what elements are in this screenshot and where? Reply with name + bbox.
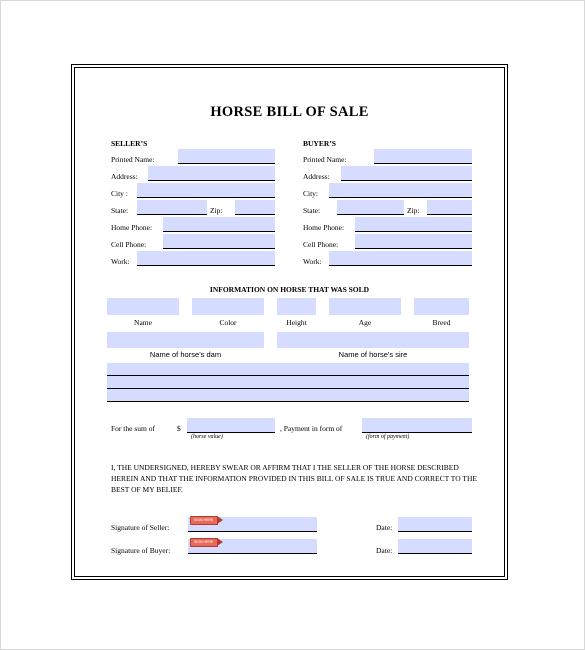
affirmation-text: I, THE UNDERSIGNED, HEREBY SWEAR OR AFFIRM THAT I THE SELLER OF THE HORSE DESCRIBED HEREIN AND THAT THE INFORMATION PROVIDED IN THIS BILL OF SALE IS TRUE AND CORRECT TO THE BEST OF MY BELIEF. (111, 463, 477, 494)
buyer-cell-phone-field[interactable] (355, 234, 472, 249)
seller-address-field[interactable] (148, 166, 275, 181)
seller-printed-name-field[interactable] (178, 149, 275, 164)
seller-work-field[interactable] (137, 251, 275, 266)
buyer-work-label: Work: (303, 257, 322, 266)
buyer-zip-field[interactable] (427, 200, 472, 215)
sign-here-tag-buyer: SIGN HERE (190, 538, 218, 547)
buyer-heading: BUYER’S (303, 139, 336, 148)
horse-name-caption: Name (134, 318, 152, 327)
seller-address-label: Address: (111, 172, 138, 181)
buyer-signature-label: Signature of Buyer: (111, 546, 171, 555)
payment-form-label: , Payment in form of (280, 424, 343, 433)
horse-sire-caption: Name of horse’s sire (338, 350, 408, 359)
horse-color-field[interactable] (192, 298, 264, 315)
buyer-work-field[interactable] (329, 251, 472, 266)
buyer-address-label: Address: (303, 172, 330, 181)
horse-color-caption: Color (219, 318, 237, 327)
seller-date-field[interactable] (398, 517, 472, 532)
seller-signature-label: Signature of Seller: (111, 523, 170, 532)
sign-here-tag-seller: SIGN HERE (190, 516, 218, 525)
buyer-printed-name-field[interactable] (374, 149, 472, 164)
seller-zip-label: Zip: (210, 206, 223, 215)
buyer-state-label: State: (303, 206, 321, 215)
buyer-date-field[interactable] (398, 539, 472, 554)
seller-work-label: Work: (111, 257, 130, 266)
horse-value-field[interactable] (187, 418, 275, 433)
horse-height-caption: Height (286, 318, 307, 327)
buyer-date-label: Date: (376, 546, 393, 555)
horse-value-caption: (horse value) (191, 434, 223, 440)
seller-cell-phone-label: Cell Phone: (111, 240, 147, 249)
dollar-sign: $ (177, 424, 181, 433)
buyer-zip-label: Zip: (407, 206, 420, 215)
seller-zip-field[interactable] (235, 200, 275, 215)
horse-info-heading: INFORMATION ON HORSE THAT WAS SOLD (209, 285, 370, 294)
payment-form-field[interactable] (362, 418, 472, 433)
seller-home-phone-label: Home Phone: (111, 223, 153, 232)
horse-height-field[interactable] (277, 298, 316, 315)
horse-sire-field[interactable] (277, 332, 469, 348)
seller-cell-phone-field[interactable] (163, 234, 275, 249)
seller-city-field[interactable] (137, 183, 275, 198)
horse-breed-caption: Breed (432, 318, 451, 327)
horse-description-field[interactable] (107, 363, 469, 402)
sum-label: For the sum of (111, 424, 155, 433)
horse-age-field[interactable] (329, 298, 401, 315)
payment-form-caption: (form of payment) (366, 434, 410, 440)
buyer-address-field[interactable] (341, 166, 472, 181)
buyer-cell-phone-label: Cell Phone: (303, 240, 339, 249)
horse-dam-caption: Name of horse’s dam (149, 350, 222, 359)
seller-city-label: City : (111, 189, 128, 198)
buyer-city-label: City: (303, 189, 319, 198)
seller-date-label: Date: (376, 523, 393, 532)
seller-home-phone-field[interactable] (163, 217, 275, 232)
document-title: HORSE BILL OF SALE (210, 104, 369, 120)
horse-breed-field[interactable] (414, 298, 469, 315)
horse-age-caption: Age (358, 318, 372, 327)
horse-dam-field[interactable] (107, 332, 264, 348)
seller-state-field[interactable] (137, 200, 207, 215)
seller-state-label: State: (111, 206, 129, 215)
seller-heading: SELLER’S (111, 139, 148, 148)
seller-printed-name-label: Printed Name: (111, 155, 155, 164)
buyer-state-field[interactable] (337, 200, 404, 215)
buyer-printed-name-label: Printed Name: (303, 155, 347, 164)
horse-name-field[interactable] (107, 298, 179, 315)
buyer-home-phone-label: Home Phone: (303, 223, 345, 232)
buyer-home-phone-field[interactable] (355, 217, 472, 232)
buyer-city-field[interactable] (329, 183, 472, 198)
